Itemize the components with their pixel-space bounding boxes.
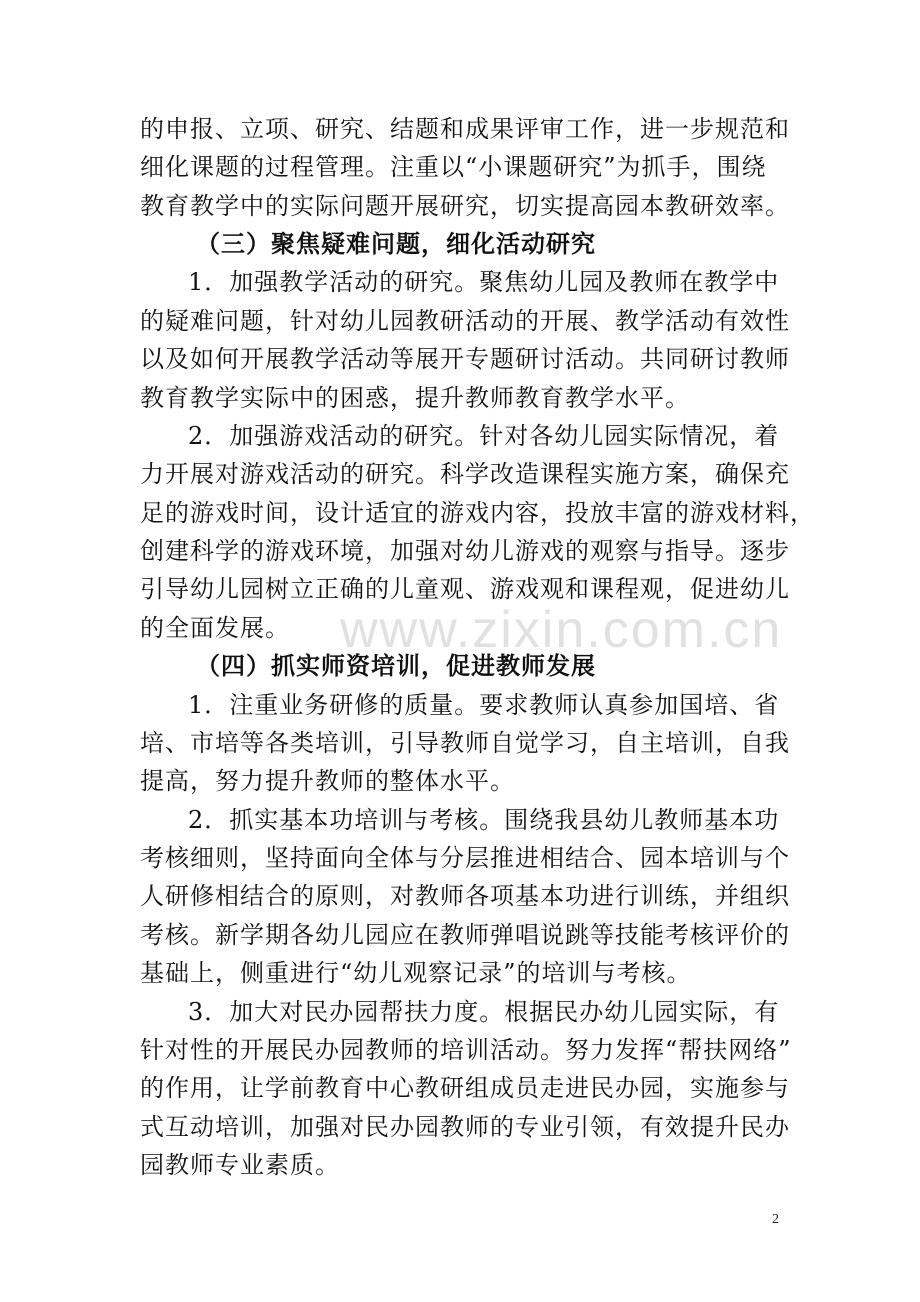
page-number: 2 [772, 1212, 779, 1227]
body-text-line: 的全面发展。 [140, 614, 290, 642]
body-text-line: 式互动培训，加强对民办园教师的专业引领，有效提升民办 [140, 1113, 790, 1141]
body-text-line: 足的游戏时间，设计适宜的游戏内容，投放丰富的游戏材料， [140, 499, 815, 527]
body-text-line: 2．加强游戏活动的研究。针对各幼儿园实际情况，着 [188, 422, 780, 450]
body-text-line: 园教师专业素质。 [140, 1151, 340, 1179]
body-text-line: 教育教学中的实际问题开展研究，切实提高园本教研效率。 [140, 192, 790, 220]
body-text-line: 以及如何开展教学活动等展开专题研讨活动。共同研讨教师 [140, 345, 790, 373]
section-heading-4: （四）抓实师资培训，促进教师发展 [196, 652, 596, 680]
body-text-line: 人研修相结合的原则，对教师各项基本功进行训练，并组织 [140, 882, 790, 910]
body-text-line: 的申报、立项、研究、结题和成果评审工作，进一步规范和 [140, 115, 790, 143]
body-text-line: 细化课题的过程管理。注重以“小课题研究”为抓手，围绕 [140, 153, 767, 181]
body-text-line: 3．加大对民办园帮扶力度。根据民办幼儿园实际，有 [188, 998, 780, 1026]
body-text-line: 的作用，让学前教育中心教研组成员走进民办园，实施参与 [140, 1074, 790, 1102]
body-text-line: 培、市培等各类培训，引导教师自觉学习，自主培训，自我 [140, 729, 790, 757]
body-text-line: 1．加强教学活动的研究。聚焦幼儿园及教师在教学中 [188, 268, 780, 296]
body-text-line: 的疑难问题，针对幼儿园教研活动的开展、教学活动有效性 [140, 307, 790, 335]
body-text-line: 力开展对游戏活动的研究。科学改造课程实施方案，确保充 [140, 460, 790, 488]
body-text-line: 考核细则，坚持面向全体与分层推进相结合、园本培训与个 [140, 844, 790, 872]
body-text-line: 1．注重业务研修的质量。要求教师认真参加国培、省 [188, 691, 780, 719]
body-text-line: 引导幼儿园树立正确的儿童观、游戏观和课程观，促进幼儿 [140, 575, 790, 603]
section-heading-3: （三）聚焦疑难问题，细化活动研究 [196, 230, 596, 258]
body-text-line: 提高，努力提升教师的整体水平。 [140, 767, 515, 795]
body-text-line: 考核。新学期各幼儿园应在教师弹唱说跳等技能考核评价的 [140, 921, 790, 949]
body-text-line: 教育教学实际中的困惑，提升教师教育教学水平。 [140, 384, 690, 412]
body-text-line: 针对性的开展民办园教师的培训活动。努力发挥“帮扶网络” [140, 1036, 792, 1064]
body-text-line: 基础上，侧重进行“幼儿观察记录”的培训与考核。 [140, 959, 692, 987]
watermark: www.zixin.com.cn [340, 601, 783, 659]
body-text-line: 2．抓实基本功培训与考核。围绕我县幼儿教师基本功 [188, 806, 780, 834]
body-text-line: 创建科学的游戏环境，加强对幼儿游戏的观察与指导。逐步 [140, 537, 790, 565]
